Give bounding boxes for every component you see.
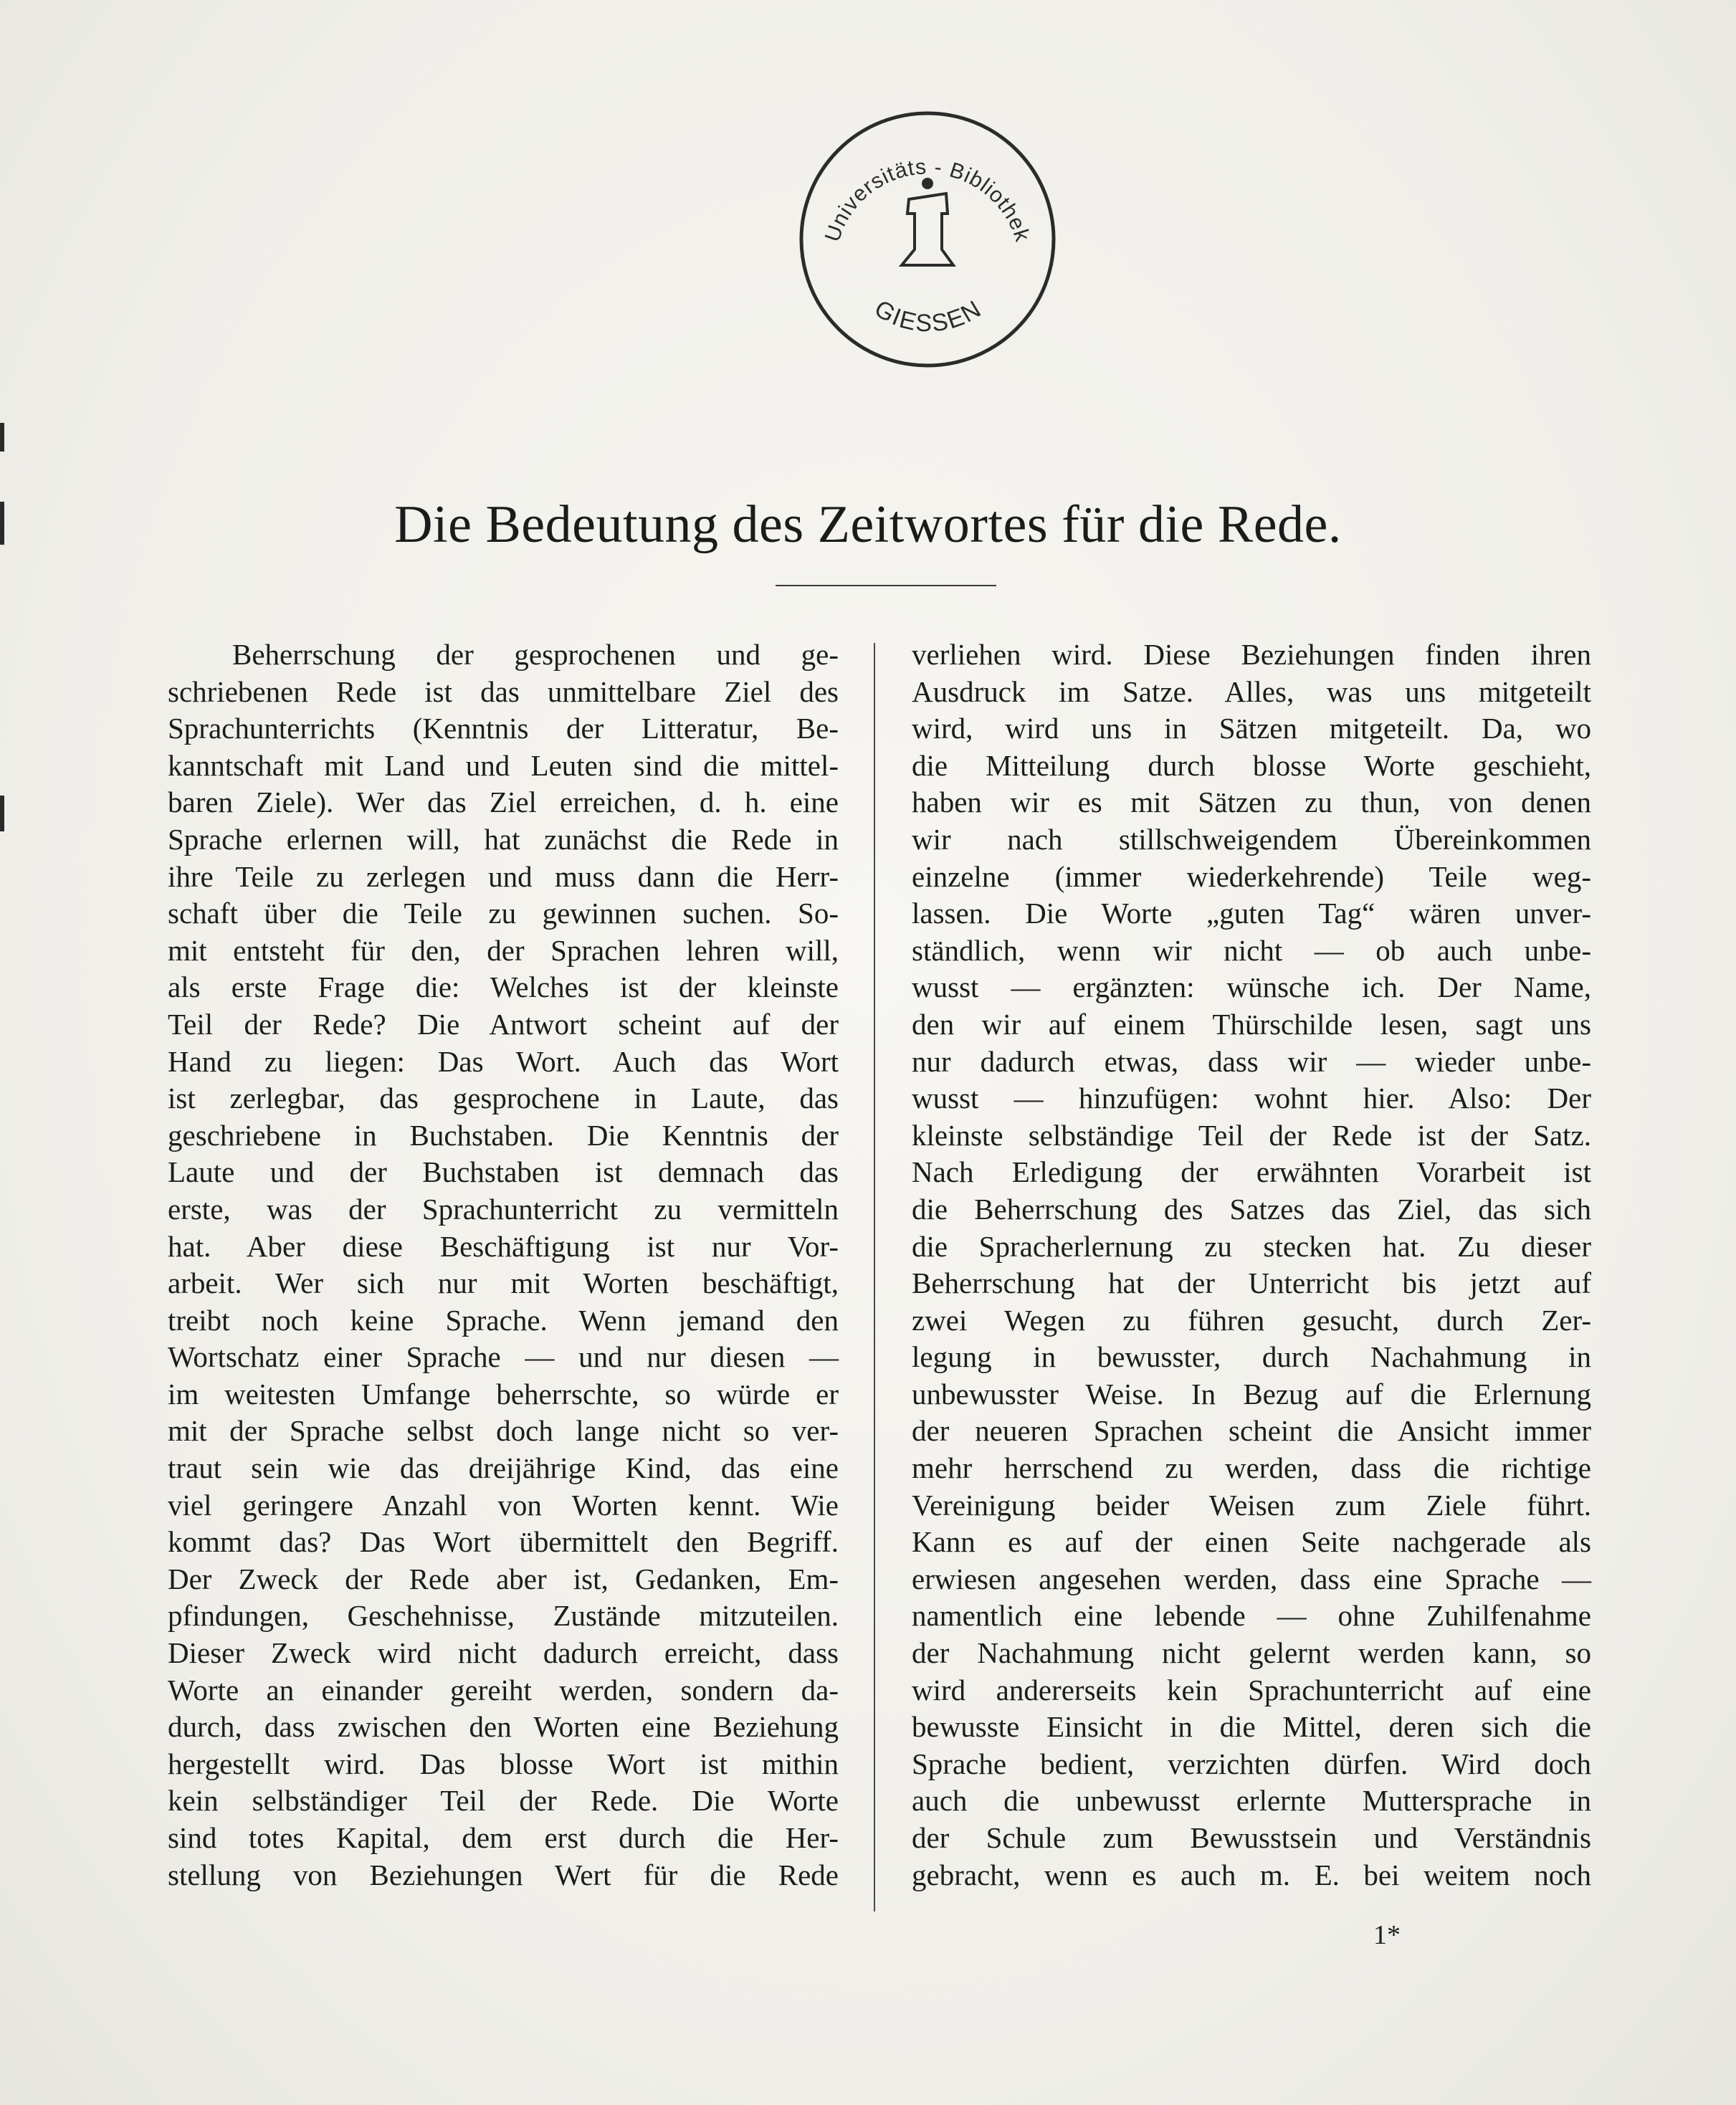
text-line: Kann es auf der einen Seite nachgerade als bbox=[912, 1525, 1591, 1559]
text-line: hat. Aber diese Beschäftigung ist nur Vor- bbox=[168, 1229, 839, 1263]
text-line: mit der Sprache selbst doch lange nicht so ver- bbox=[168, 1414, 839, 1448]
left-column bbox=[168, 636, 839, 1894]
left-edge-mark bbox=[0, 423, 4, 452]
text-line: sind totes Kapital, dem erst durch die Her- bbox=[168, 1821, 839, 1854]
text-line: arbeit. Wer sich nur mit Worten beschäftigt, bbox=[168, 1266, 839, 1300]
title-rule bbox=[776, 585, 996, 586]
text-line: unbewusster Weise. In Bezug auf die Erlernung bbox=[912, 1377, 1591, 1411]
text-line: zwei Wegen zu führen gesucht, durch Zer- bbox=[912, 1303, 1591, 1337]
text-line: Beherrschung der gesprochenen und ge- bbox=[232, 638, 839, 671]
text-line: Hand zu liegen: Das Wort. Auch das Wort bbox=[168, 1044, 839, 1078]
text-line: baren Ziele). Wer das Ziel erreichen, d. h. eine bbox=[168, 786, 839, 819]
text-line: mit entsteht für den, der Sprachen lehren will, bbox=[168, 933, 839, 967]
text-line: legung in bewusster, durch Nachahmung in bbox=[912, 1340, 1591, 1374]
text-line: mehr herrschend zu werden, dass die richtige bbox=[912, 1451, 1591, 1485]
text-line: den wir auf einem Thürschilde lesen, sagt uns bbox=[912, 1007, 1591, 1041]
text-line: Worte an einander gereiht werden, sondern da- bbox=[168, 1673, 839, 1707]
text-line: stellung von Beziehungen Wert für die Rede bbox=[168, 1858, 839, 1891]
text-line: Nach Erledigung der erwähnten Vorarbeit ist bbox=[912, 1155, 1591, 1189]
text-line: erwiesen angesehen werden, dass eine Sprache — bbox=[912, 1562, 1591, 1595]
text-line: bewusste Einsicht in die Mittel, deren sich die bbox=[912, 1710, 1591, 1744]
text-line: Der Zweck der Rede aber ist, Gedanken, Em- bbox=[168, 1562, 839, 1595]
text-line: Sprache erlernen will, hat zunächst die Rede in bbox=[168, 822, 839, 856]
text-line: als erste Frage die: Welches ist der kleinste bbox=[168, 970, 839, 1004]
text-line: kleinste selbständige Teil der Rede ist der Satz. bbox=[912, 1118, 1591, 1152]
text-line: verliehen wird. Diese Beziehungen finden ihren bbox=[912, 638, 1591, 671]
text-line: Ausdruck im Satze. Alles, was uns mitgeteilt bbox=[912, 674, 1591, 708]
text-line: gebracht, wenn es auch m. E. bei weitem noch bbox=[912, 1858, 1591, 1891]
text-line: ihre Teile zu zerlegen und muss dann die Herr- bbox=[168, 859, 839, 893]
text-line: schaft über die Teile zu gewinnen suchen. So- bbox=[168, 897, 839, 930]
text-line: wird andererseits kein Sprachunterricht auf eine bbox=[912, 1673, 1591, 1707]
text-line: geschriebene in Buchstaben. Die Kenntnis der bbox=[168, 1118, 839, 1152]
text-line: hergestellt wird. Das blosse Wort ist mithin bbox=[168, 1747, 839, 1780]
text-line: wusst — hinzufügen: wohnt hier. Also: Der bbox=[912, 1082, 1591, 1115]
text-line: traut sein wie das dreijährige Kind, das eine bbox=[168, 1451, 839, 1485]
text-line: der Nachahmung nicht gelernt werden kann, so bbox=[912, 1636, 1591, 1670]
text-line: durch, dass zwischen den Worten eine Beziehung bbox=[168, 1710, 839, 1744]
text-line: viel geringere Anzahl von Worten kennt. Wie bbox=[168, 1488, 839, 1522]
text-line: haben wir es mit Sätzen zu thun, von denen bbox=[912, 786, 1591, 819]
text-line: Sprachunterrichts (Kenntnis der Litteratur, Be- bbox=[168, 712, 839, 745]
text-line: wusst — ergänzten: wünsche ich. Der Name, bbox=[912, 970, 1591, 1004]
text-line: Wortschatz einer Sprache — und nur diesen — bbox=[168, 1340, 839, 1374]
text-line: im weitesten Umfange beherrschte, so würde er bbox=[168, 1377, 839, 1411]
column-divider bbox=[874, 643, 875, 1911]
text-line: Sprache bedient, verzichten dürfen. Wird doch bbox=[912, 1747, 1591, 1780]
text-line: die Mitteilung durch blosse Worte geschieht, bbox=[912, 748, 1591, 782]
page-number: 1* bbox=[1373, 1920, 1401, 1950]
text-line: einzelne (immer wiederkehrende) Teile weg- bbox=[912, 859, 1591, 893]
text-line: der Schule zum Bewusstsein und Verständnis bbox=[912, 1821, 1591, 1854]
text-line: Beherrschung hat der Unterricht bis jetzt auf bbox=[912, 1266, 1591, 1300]
text-line: auch die unbewusst erlernte Muttersprache in bbox=[912, 1784, 1591, 1818]
text-line: nur dadurch etwas, dass wir — wieder unbe- bbox=[912, 1044, 1591, 1078]
text-line: treibt noch keine Sprache. Wenn jemand den bbox=[168, 1303, 839, 1337]
text-line: die Beherrschung des Satzes das Ziel, das sich bbox=[912, 1192, 1591, 1226]
text-line: Teil der Rede? Die Antwort scheint auf der bbox=[168, 1007, 839, 1041]
text-line: kommt das? Das Wort übermittelt den Begriff. bbox=[168, 1525, 839, 1559]
text-line: Dieser Zweck wird nicht dadurch erreicht, dass bbox=[168, 1636, 839, 1670]
text-line: wird, wird uns in Sätzen mitgeteilt. Da, wo bbox=[912, 712, 1591, 745]
library-stamp bbox=[794, 106, 1061, 373]
text-line: Vereinigung beider Weisen zum Ziele führt. bbox=[912, 1488, 1591, 1522]
text-line: schriebenen Rede ist das unmittelbare Ziel des bbox=[168, 674, 839, 708]
text-line: kanntschaft mit Land und Leuten sind die mittel- bbox=[168, 748, 839, 782]
left-edge-mark bbox=[0, 796, 4, 831]
text-line: lassen. Die Worte „guten Tag“ wären unver- bbox=[912, 897, 1591, 930]
text-line: kein selbständiger Teil der Rede. Die Worte bbox=[168, 1784, 839, 1818]
text-line: Laute und der Buchstaben ist demnach das bbox=[168, 1155, 839, 1189]
text-line: ständlich, wenn wir nicht — ob auch unbe- bbox=[912, 933, 1591, 967]
text-line: wir nach stillschweigendem Übereinkommen bbox=[912, 822, 1591, 856]
svg-text:Universitäts - Bibliothek: Universitäts - Bibliothek bbox=[820, 155, 1035, 245]
text-line: pfindungen, Geschehnisse, Zustände mitzuteilen. bbox=[168, 1599, 839, 1633]
text-line: erste, was der Sprachunterricht zu vermitteln bbox=[168, 1192, 839, 1226]
right-column bbox=[912, 636, 1591, 1894]
article-title: Die Bedeutung des Zeitwortes für die Rede. bbox=[394, 495, 1342, 554]
svg-text:GIESSEN: GIESSEN bbox=[869, 295, 987, 338]
text-line: namentlich eine lebende — ohne Zuhilfenahme bbox=[912, 1599, 1591, 1633]
text-line: ist zerlegbar, das gesprochene in Laute, das bbox=[168, 1082, 839, 1115]
text-line: die Spracherlernung zu stecken hat. Zu dieser bbox=[912, 1229, 1591, 1263]
text-line: der neueren Sprachen scheint die Ansicht immer bbox=[912, 1414, 1591, 1448]
